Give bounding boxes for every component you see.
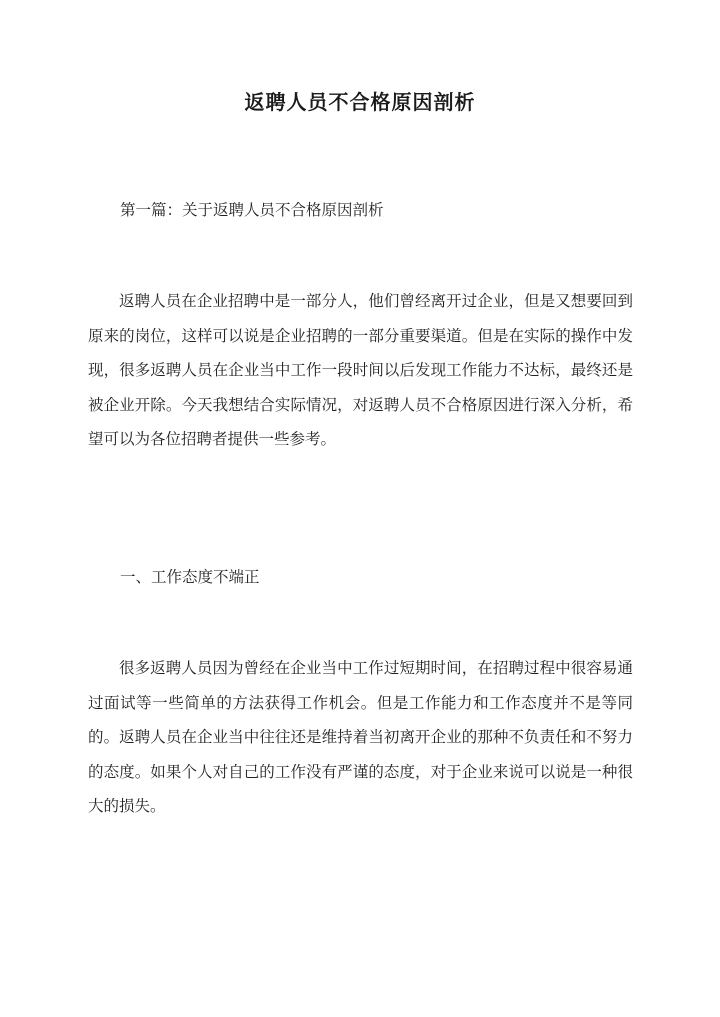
section-1-paragraph: 很多返聘人员因为曾经在企业当中工作过短期时间，在招聘过程中很容易通过面试等一些简单的方法获得工作机会。但是工作能力和工作态度并不是等同的。返聘人员在企业当中往往还是维持着当初离开企业的那种不负责任和不努力的态度。如果个人对自己的工作没有严谨的态度，对于企业来说可以说是一种很大的损失。 (88, 659, 633, 815)
document-title: 返聘人员不合格原因剖析 (244, 90, 476, 114)
section-1-heading: 一、工作态度不端正 (120, 568, 260, 586)
intro-paragraph: 返聘人员在企业招聘中是一部分人，他们曾经离开过企业，但是又想要回到原来的岗位，这样可以说是企业招聘的一部分重要渠道。但是在实际的操作中发现，很多返聘人员在企业当中工作一段时间以后发现工作能力不达标，最终还是被企业开除。今天我想结合实际情况，对返聘人员不合格原因进行深入分析，希望可以为各位招聘者提供一些参考。 (88, 292, 633, 448)
chapter-heading: 第一篇：关于返聘人员不合格原因剖析 (120, 201, 384, 219)
